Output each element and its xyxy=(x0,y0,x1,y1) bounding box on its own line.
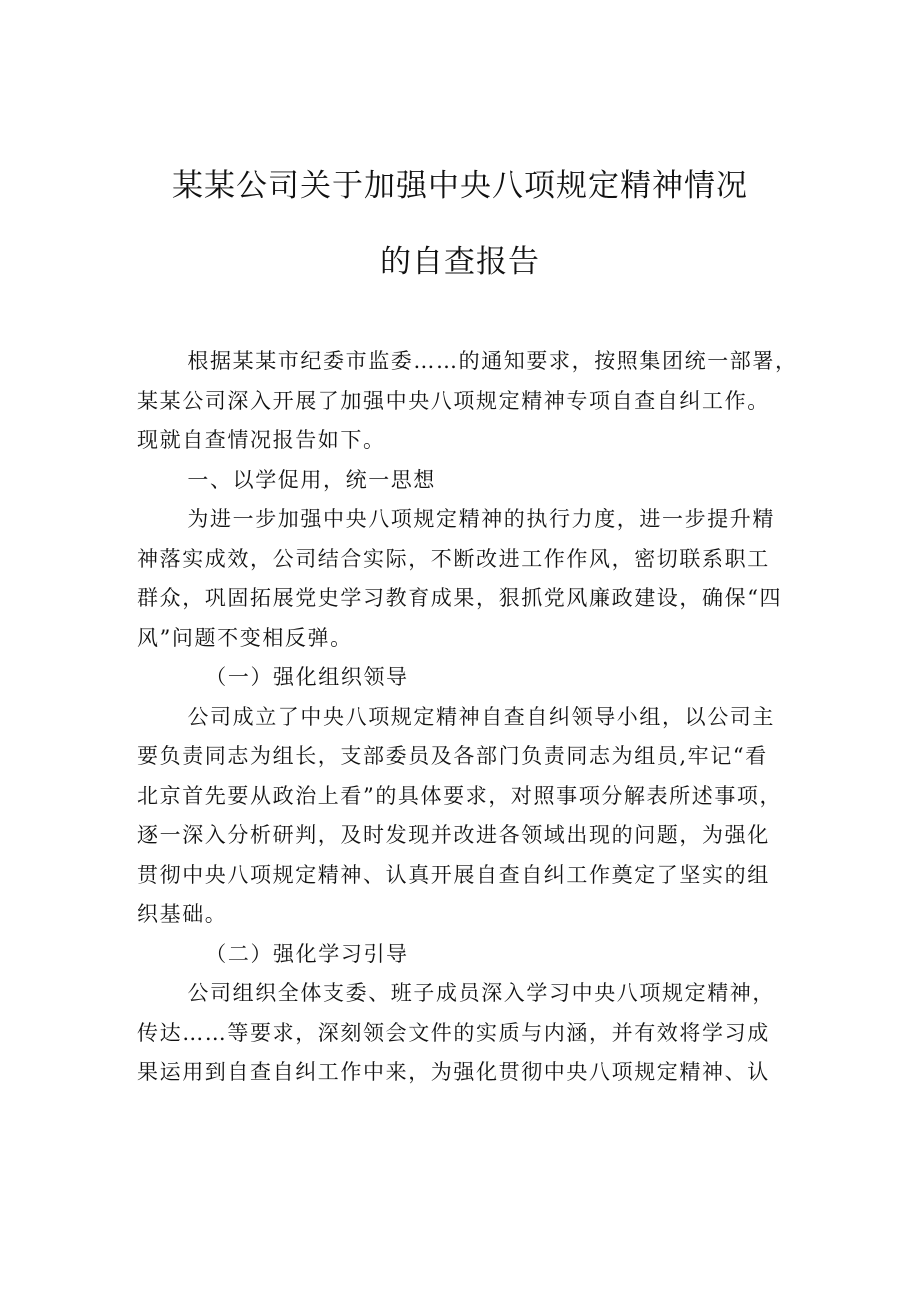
text-line: 风”问题不变相反弹。 xyxy=(137,625,353,650)
document-title-line-2: 的自查报告 xyxy=(380,244,540,280)
text-line: 群众，巩固拓展党史学习教育成果，狠抓党风廉政建设，确保“四 xyxy=(137,586,783,610)
subsection-2-paragraph xyxy=(137,974,805,1093)
text-line: 贯彻中央八项规定精神、认真开展自查自纠工作奠定了坚实的组 xyxy=(137,862,770,887)
document-body xyxy=(137,342,805,1093)
text-line: （二）强化学习引导 xyxy=(205,941,409,966)
text-line: 果运用到自查自纠工作中来，为强化贯彻中央八项规定精神、认 xyxy=(137,1060,770,1084)
subsection-heading-2 xyxy=(137,935,805,975)
text-line: 公司成立了中央八项规定精神自查自纠领导小组，以公司主 xyxy=(187,704,775,729)
text-line: 公司组织全体支委、班子成员深入学习中央八项规定精神， xyxy=(187,981,775,1005)
text-line: 某某公司深入开展了加强中央八项规定精神专项自查自纠工作。 xyxy=(137,388,770,413)
text-line: 要负责同志为组长，支部委员及各部门负责同志为组员,牢记“看 xyxy=(137,744,768,768)
text-line: 传达……等要求，深刻领会文件的实质与内涵，并有效将学习成 xyxy=(137,1020,770,1045)
text-line: 一、以学促用，统一思想 xyxy=(187,467,436,492)
text-line: 为进一步加强中央八项规定精神的执行力度，进一步提升精 xyxy=(187,507,775,531)
text-line: （一）强化组织领导 xyxy=(205,665,409,689)
intro-paragraph xyxy=(137,342,805,461)
text-line: 北京首先要从政治上看”的具体要求，对照事项分解表所述事项， xyxy=(137,783,783,808)
subsection-1-paragraph xyxy=(137,698,805,935)
subsection-heading-1 xyxy=(137,658,805,698)
section-heading-1 xyxy=(137,461,805,501)
text-line: 神落实成效，公司结合实际，不断改进工作作风，密切联系职工 xyxy=(137,546,770,571)
document-title-line-1: 某某公司关于加强中央八项规定精神情况 xyxy=(172,168,748,204)
text-line: 逐一深入分析研判，及时发现并改进各领域出现的问题，为强化 xyxy=(137,823,770,847)
section-1-paragraph xyxy=(137,500,805,658)
text-line: 现就自查情况报告如下。 xyxy=(137,428,386,452)
text-line: 织基础。 xyxy=(137,902,228,926)
text-line: 根据某某市纪委市监委……的通知要求，按照集团统一部署， xyxy=(187,349,798,373)
